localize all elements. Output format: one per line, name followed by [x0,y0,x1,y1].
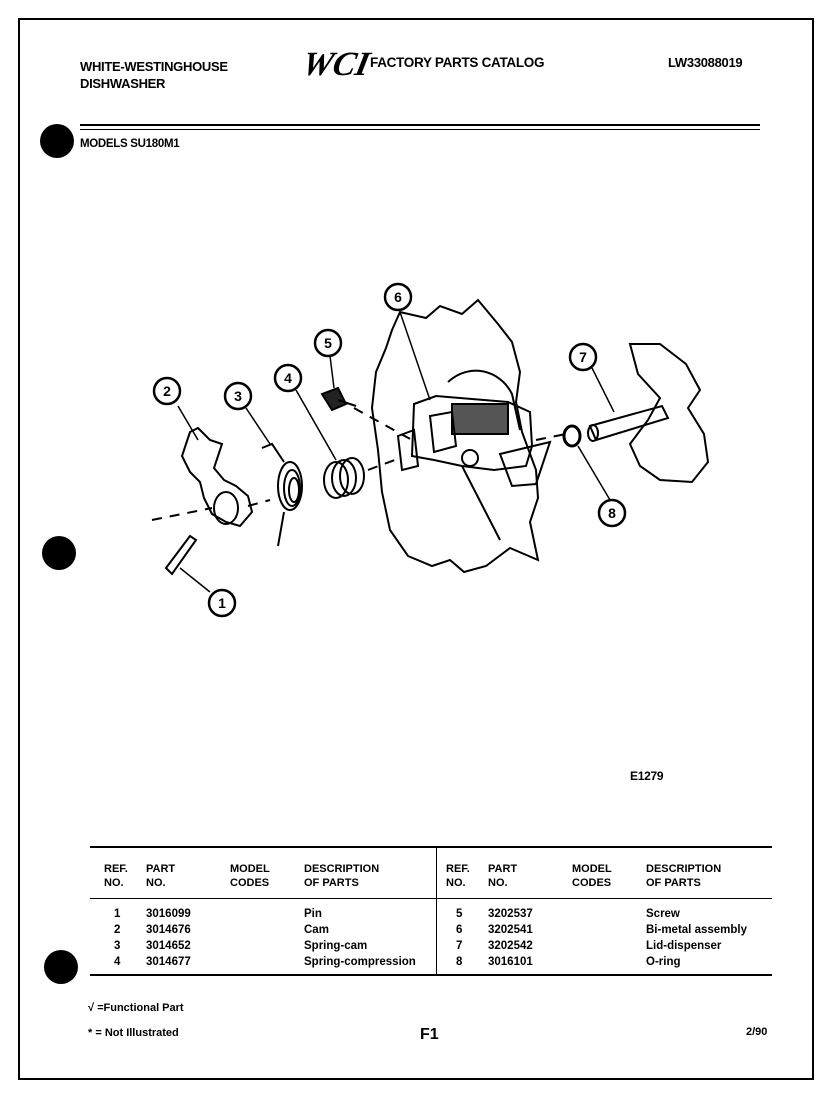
brand-line-2: DISHWASHER [80,76,166,91]
row-ref: 5 [456,908,463,920]
callout-5: 5 [324,335,332,351]
catalog-date: 2/90 [746,1026,768,1038]
row-ref: 6 [456,924,463,936]
row-part: 3014652 [146,940,191,952]
dispenser-lid [630,344,708,482]
callout-7: 7 [579,349,587,365]
functional-part-note: √ =Functional Part [88,1002,184,1014]
row-desc: Cam [304,924,329,936]
row-desc: O-ring [646,956,681,968]
compression-spring-part [324,458,364,498]
housing-inner-arc [448,371,520,540]
header-model-left: MODEL CODES [230,863,270,889]
row-part: 3016099 [146,908,191,920]
table-divider [436,846,437,974]
callout-3: 3 [234,388,242,404]
row-part: 3202542 [488,940,533,952]
table-top-rule [90,846,772,848]
table-bottom-rule [90,974,772,976]
row-ref: 1 [114,908,121,920]
row-ref: 4 [114,956,121,968]
row-part: 3014677 [146,956,191,968]
not-illustrated-note: * = Not Illustrated [88,1027,179,1039]
header-part-right: PART NO. [488,863,518,889]
row-desc: Spring-compression [304,956,416,968]
figure-code: E1279 [630,769,664,783]
row-desc: Pin [304,908,322,920]
row-part: 3014676 [146,924,191,936]
row-desc: Screw [646,908,680,920]
dispenser-shaft [588,406,668,441]
header-desc-right: DESCRIPTION OF PARTS [646,863,722,889]
row-ref: 7 [456,940,463,952]
callout-6: 6 [394,289,402,305]
row-ref: 8 [456,956,463,968]
table-header-rule [90,898,772,899]
catalog-number: LW33088019 [668,55,743,70]
callout-2: 2 [163,383,171,399]
header-model-right: MODEL CODES [572,863,612,889]
svg-text:WCI: WCI [299,45,374,83]
callout-8: 8 [608,505,616,521]
screw-part [322,388,356,410]
header-desc-left: DESCRIPTION OF PARTS [304,863,380,889]
row-ref: 3 [114,940,121,952]
row-part: 3202541 [488,924,533,936]
header-ref-left: REF. NO. [104,863,128,889]
row-part: 3202537 [488,908,533,920]
page-code: F1 [420,1026,439,1043]
row-desc: Spring-cam [304,940,368,952]
header-ref-right: REF. NO. [446,863,470,889]
callout-4: 4 [284,370,292,386]
row-desc: Bi-metal assembly [646,924,747,936]
row-part: 3016101 [488,956,533,968]
o-ring-part [564,426,580,446]
models-label: MODELS SU180M1 [80,138,180,150]
catalog-title: FACTORY PARTS CATALOG [370,55,545,70]
row-desc: Lid-dispenser [646,940,722,952]
row-ref: 2 [114,924,121,936]
cam-spring-part [262,444,302,546]
bimetal-element [452,404,508,434]
callout-1: 1 [218,595,226,611]
header-part-left: PART NO. [146,863,176,889]
brand-line-1: WHITE-WESTINGHOUSE [80,59,228,74]
